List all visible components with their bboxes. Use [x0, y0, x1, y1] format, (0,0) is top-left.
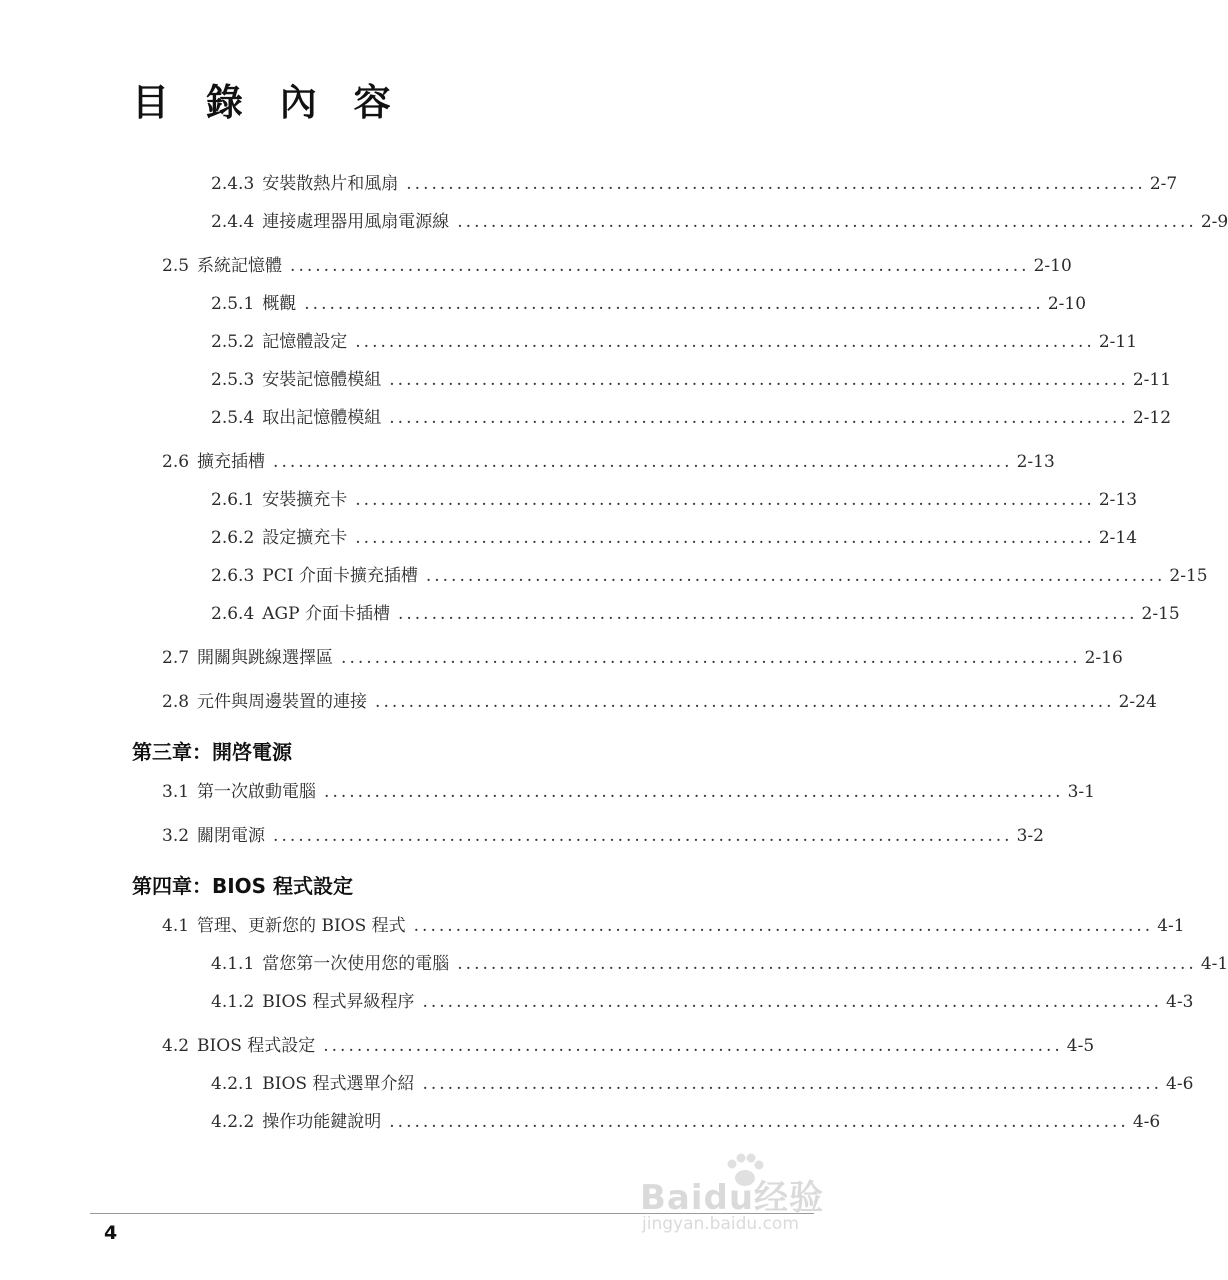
watermark-url: jingyan.baidu.com: [642, 1214, 799, 1234]
toc-entry-title: PCI 介面卡擴充插槽: [262, 566, 418, 586]
toc-entry-title: 系統記憶體: [197, 256, 283, 276]
toc-entry[interactable]: [211, 1110, 1161, 1134]
toc-entry[interactable]: [162, 254, 1072, 278]
toc-entry[interactable]: [211, 526, 1138, 550]
toc-entry[interactable]: [162, 780, 1095, 804]
toc-entry[interactable]: [211, 1072, 1194, 1096]
toc-entry-number: 2.6: [162, 452, 190, 472]
toc-entry[interactable]: [211, 368, 1172, 392]
toc-leader-dots: ........................................................................................: [341, 648, 1081, 668]
toc-entry-page: 3-2: [1016, 826, 1044, 846]
toc-leader-dots: ........................................................................................: [355, 528, 1095, 548]
toc-entry-title: 安裝擴充卡: [262, 490, 348, 510]
toc-entry-title: 安裝記憶體模組: [262, 370, 382, 390]
toc-leader-dots: ........................................................................................: [457, 954, 1197, 974]
toc-entry-page: 2-13: [1098, 490, 1138, 510]
toc-leader-dots: ........................................................................................: [457, 212, 1197, 232]
toc-entry-title: 設定擴充卡: [262, 528, 348, 548]
toc-entry-number: 3.1: [162, 782, 190, 802]
toc-entry-number: 2.4.4: [211, 212, 255, 232]
toc-entry-title: 擴充插槽: [197, 452, 266, 472]
toc-leader-dots: ........................................................................................: [389, 408, 1129, 428]
toc-entry[interactable]: [211, 488, 1138, 512]
toc-entry-number: 4.2.2: [211, 1112, 255, 1132]
toc-entry[interactable]: [211, 990, 1194, 1014]
toc-leader-dots: ........................................................................................: [397, 604, 1138, 624]
toc-leader-dots: ........................................................................................: [273, 826, 1013, 846]
toc-leader-dots: ........................................................................................: [413, 916, 1154, 936]
toc-entry-title: 連接處理器用風扇電源線: [262, 212, 450, 232]
toc-entry[interactable]: [162, 914, 1185, 938]
toc-entry[interactable]: [162, 690, 1157, 714]
toc-leader-dots: ........................................................................................: [323, 1036, 1063, 1056]
toc-leader-dots: ........................................................................................: [290, 256, 1030, 276]
toc-entry-title: 取出記憶體模組: [262, 408, 382, 428]
toc-leader-dots: ........................................................................................: [355, 332, 1095, 352]
toc-entry-page: 2-11: [1132, 370, 1172, 390]
toc-entry-number: 2.4.3: [211, 174, 255, 194]
toc-entry-title: 操作功能鍵說明: [262, 1112, 382, 1132]
toc-entry-number: 2.6.3: [211, 566, 255, 586]
toc-leader-dots: ........................................................................................: [304, 294, 1044, 314]
toc-entry-number: 2.5.4: [211, 408, 255, 428]
toc-entry-title: BIOS 程式昇級程序: [262, 992, 415, 1012]
page-number: 4: [104, 1222, 118, 1244]
toc-entry-page: 2-7: [1149, 174, 1178, 194]
toc-entry-number: 4.1: [162, 916, 190, 936]
watermark-brand: Baidu经验: [640, 1178, 825, 1218]
chapter-heading[interactable]: 第三章：開啓電源: [132, 740, 292, 764]
toc-leader-dots: ........................................................................................: [375, 692, 1115, 712]
watermark: [640, 1150, 870, 1240]
toc-entry-title: 管理、更新您的 BIOS 程式: [197, 916, 406, 936]
toc-leader-dots: ........................................................................................: [389, 1112, 1129, 1132]
toc-entry-page: 3-1: [1067, 782, 1095, 802]
toc-entry-title: 元件與周邊裝置的連接: [197, 692, 368, 712]
toc-entry[interactable]: [162, 450, 1055, 474]
toc-entry[interactable]: [211, 406, 1172, 430]
toc-entry-page: 2-15: [1141, 604, 1180, 624]
toc-leader-dots: ........................................................................................: [422, 1074, 1163, 1094]
toc-leader-dots: ........................................................................................: [422, 992, 1163, 1012]
toc-entry-number: 4.2.1: [211, 1074, 255, 1094]
toc-entry-page: 4-6: [1132, 1112, 1161, 1132]
toc-entry-title: 概觀: [262, 294, 297, 314]
toc-entry[interactable]: [162, 1034, 1095, 1058]
toc-entry[interactable]: [211, 564, 1208, 588]
toc-entry-page: 2-15: [1169, 566, 1208, 586]
toc-entry-page: 2-16: [1084, 648, 1123, 668]
toc-entry-page: 4-1: [1157, 916, 1185, 936]
toc-entry[interactable]: [162, 824, 1044, 848]
toc-entry-number: 4.1.2: [211, 992, 255, 1012]
toc-leader-dots: ........................................................................................: [355, 490, 1095, 510]
toc-leader-dots: ........................................................................................: [406, 174, 1146, 194]
toc-entry-page: 2-24: [1118, 692, 1157, 712]
page-title: 目 錄 內 容: [132, 81, 403, 124]
toc-leader-dots: ........................................................................................: [273, 452, 1013, 472]
toc-entry[interactable]: [211, 172, 1178, 196]
toc-entry-number: 2.6.2: [211, 528, 255, 548]
toc-entry-number: 2.5.1: [211, 294, 255, 314]
chapter-heading[interactable]: 第四章：BIOS 程式設定: [132, 874, 354, 898]
toc-entry-number: 3.2: [162, 826, 190, 846]
toc-entry-number: 2.5.2: [211, 332, 255, 352]
toc-entry[interactable]: [211, 602, 1180, 626]
toc-entry-number: 2.6.1: [211, 490, 255, 510]
toc-leader-dots: ........................................................................................: [425, 566, 1166, 586]
toc-entry-title: 開關與跳線選擇區: [197, 648, 334, 668]
toc-entry-page: 4-3: [1166, 992, 1194, 1012]
toc-entry-number: 2.5: [162, 256, 190, 276]
toc-entry-number: 2.8: [162, 692, 190, 712]
toc-entry[interactable]: [211, 952, 1228, 976]
toc-entry[interactable]: [211, 330, 1138, 354]
toc-entry-number: 4.1.1: [211, 954, 255, 974]
toc-entry-page: 2-11: [1098, 332, 1138, 352]
toc-entry-title: 當您第一次使用您的電腦: [262, 954, 450, 974]
toc-entry-title: AGP 介面卡插槽: [262, 604, 390, 624]
toc-entry-page: 2-13: [1016, 452, 1055, 472]
toc-entry-page: 4-6: [1166, 1074, 1194, 1094]
toc-entry-number: 2.5.3: [211, 370, 255, 390]
toc-entry-number: 4.2: [162, 1036, 190, 1056]
toc-entry-number: 2.7: [162, 648, 190, 668]
toc-entry-page: 2-14: [1098, 528, 1138, 548]
toc-leader-dots: ........................................................................................: [324, 782, 1064, 802]
toc-entry-title: 關閉電源: [197, 826, 266, 846]
toc-entry[interactable]: [211, 210, 1228, 234]
toc-entry-number: 2.6.4: [211, 604, 255, 624]
toc-entry-page: 4-5: [1066, 1036, 1095, 1056]
toc-entry-page: 2-9: [1200, 212, 1228, 232]
toc-entry-title: BIOS 程式設定: [197, 1036, 316, 1056]
toc-entry-title: 記憶體設定: [262, 332, 348, 352]
toc-entry-title: BIOS 程式選單介紹: [262, 1074, 415, 1094]
toc-entry-page: 2-12: [1132, 408, 1172, 428]
toc-entry-page: 4-1: [1200, 954, 1228, 974]
toc-entry-title: 安裝散熱片和風扇: [262, 174, 399, 194]
toc-entry-page: 2-10: [1033, 256, 1072, 276]
toc-entry[interactable]: [211, 292, 1087, 316]
toc-entry-page: 2-10: [1047, 294, 1087, 314]
toc-entry[interactable]: [162, 646, 1123, 670]
toc-entry-title: 第一次啟動電腦: [197, 782, 317, 802]
toc-leader-dots: ........................................................................................: [389, 370, 1129, 390]
